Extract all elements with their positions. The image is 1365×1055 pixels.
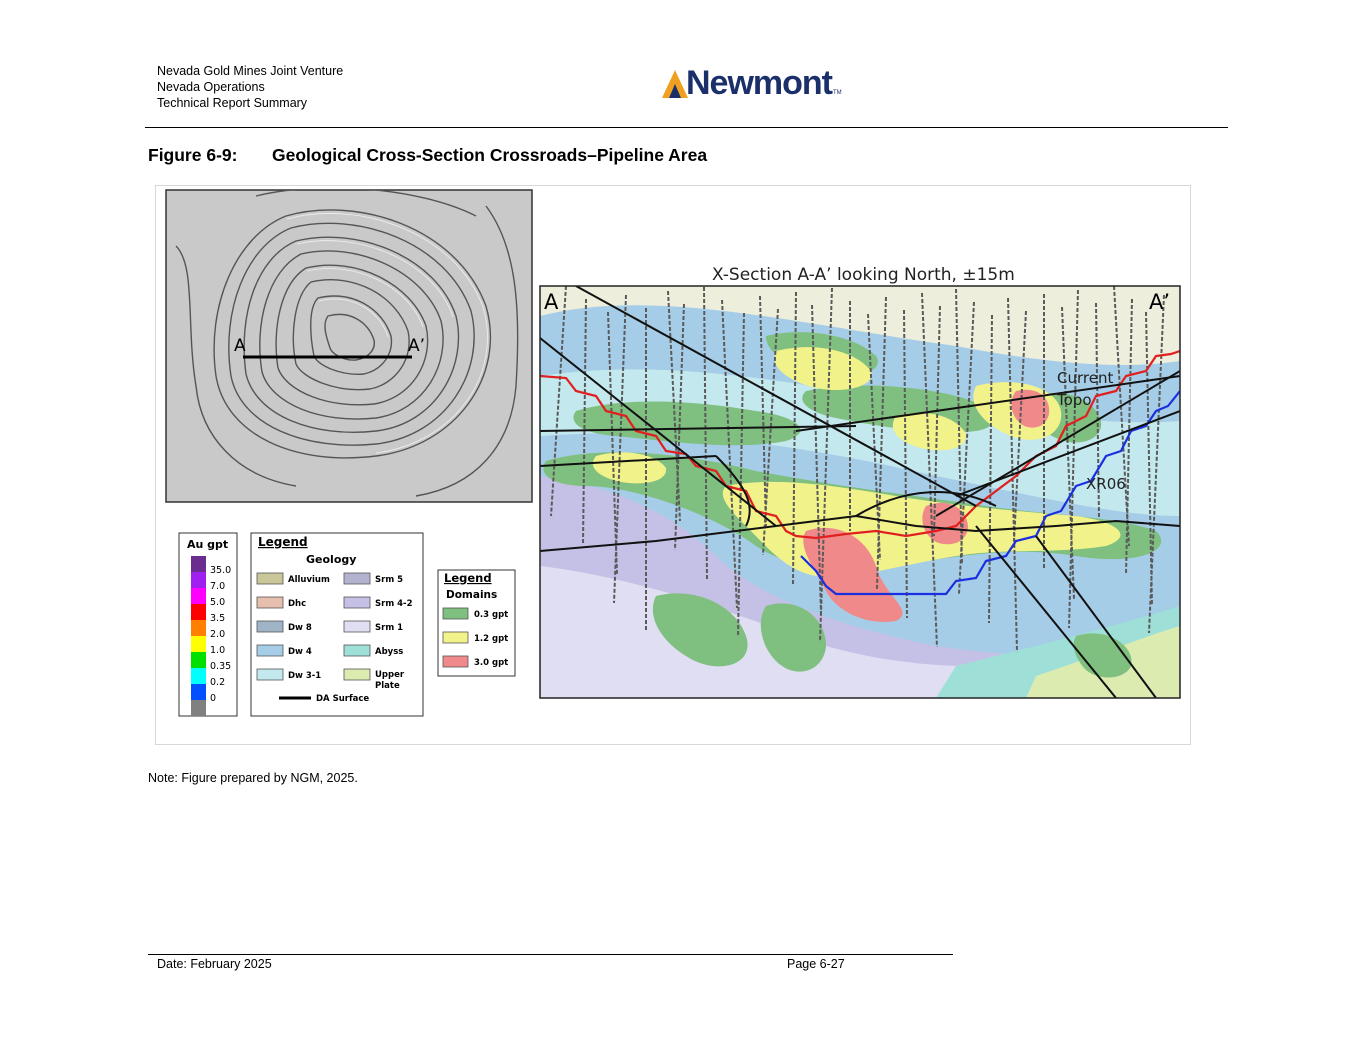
au-legend-title: Au gpt [187,538,229,551]
logo-wordmark: Newmont [686,64,832,102]
geology-swatch-label: Upper [375,670,405,680]
footer-date: Date: February 2025 [157,957,272,971]
geology-swatch [257,597,283,608]
au-swatch [191,652,206,668]
domain-swatch [443,608,468,619]
geology-swatch [344,669,370,680]
section-label-a-prime: A’ [1149,290,1171,314]
domain-swatch-label: 0.3 gpt [474,610,509,620]
au-swatch-label: 35.0 [210,565,232,576]
geology-swatch-label: Alluvium [288,575,330,585]
newmont-logo [662,66,852,106]
au-swatch [191,572,206,588]
plan-label-a: A [234,336,246,356]
geology-swatch-label: Dw 8 [288,623,312,633]
section-title: X-Section A-A’ looking North, ±15m [712,265,1015,285]
topo-label-current: Current [1057,369,1114,387]
geology-swatch-label: Dw 4 [288,647,312,657]
au-swatch-label: 3.5 [210,613,226,624]
figure-image [155,185,1191,745]
section-label-a: A [544,290,559,314]
geology-swatch [257,669,283,680]
geology-swatch-label: Srm 1 [375,623,404,633]
figure-title: Geological Cross-Section Crossroads–Pipeline Area [272,145,708,165]
au-swatch-label: 0.35 [210,661,232,672]
geology-swatch-label: Srm 4-2 [375,599,413,609]
logo-trademark: TM [833,90,842,96]
report-header [157,63,343,111]
xr06-label: XR06 [1086,475,1126,493]
figure-caption [148,145,707,166]
footer-divider [148,954,953,955]
domains-legend [438,570,515,676]
header-line-company: Nevada Gold Mines Joint Venture [157,64,344,78]
geology-swatch-label: Srm 5 [375,575,404,585]
header-line-report: Technical Report Summary [157,96,308,110]
au-swatch [191,556,206,572]
geology-swatch-label: Dw 3-1 [288,671,322,681]
geology-legend [251,533,423,716]
geology-swatch [344,573,370,584]
domains-legend-title: Legend [444,571,492,585]
figure-svg [156,186,1190,744]
au-swatch [191,636,206,652]
geology-swatch [257,645,283,656]
figure-note: Note: Figure prepared by NGM, 2025. [148,771,358,785]
geology-legend-subtitle: Geology [306,553,357,566]
footer-page-number: Page 6-27 [787,957,845,971]
geology-swatch [344,621,370,632]
au-swatch [191,588,206,604]
au-swatch [191,684,206,700]
plan-label-a-prime: A’ [408,336,426,356]
geology-swatch [344,645,370,656]
au-gpt-legend [179,533,237,716]
au-swatch-label: 7.0 [210,581,226,592]
header-divider [145,127,1228,128]
da-surface-label: DA Surface [316,694,370,704]
au-swatch-label: 5.0 [210,597,226,608]
au-swatch-label: 2.0 [210,629,226,640]
geology-swatch-label-line2: Plate [375,681,400,691]
au-swatch [191,700,206,716]
au-swatch-label: 1.0 [210,645,226,656]
au-swatch [191,668,206,684]
domain-swatch-label: 1.2 gpt [474,634,509,644]
logo-mark-icon [662,70,688,98]
geology-swatch [257,573,283,584]
domain-swatch [443,656,468,667]
geology-swatch [257,621,283,632]
au-swatch [191,604,206,620]
au-swatch [191,620,206,636]
domains-legend-subtitle: Domains [446,589,498,601]
topo-label-topo: Topo [1057,391,1092,409]
geology-swatch-label: Abyss [375,647,404,657]
au-swatch-label: 0.2 [210,677,226,688]
pit-plan-map [166,188,532,502]
cross-section [540,265,1180,698]
domain-swatch-label: 3.0 gpt [474,658,509,668]
au-swatch-label: 0 [210,693,217,704]
geology-swatch [344,597,370,608]
geology-swatch-label: Dhc [288,599,307,609]
geology-legend-title: Legend [258,535,308,549]
domain-swatch [443,632,468,643]
header-line-operations: Nevada Operations [157,80,265,94]
figure-number: Figure 6-9: [148,145,238,165]
